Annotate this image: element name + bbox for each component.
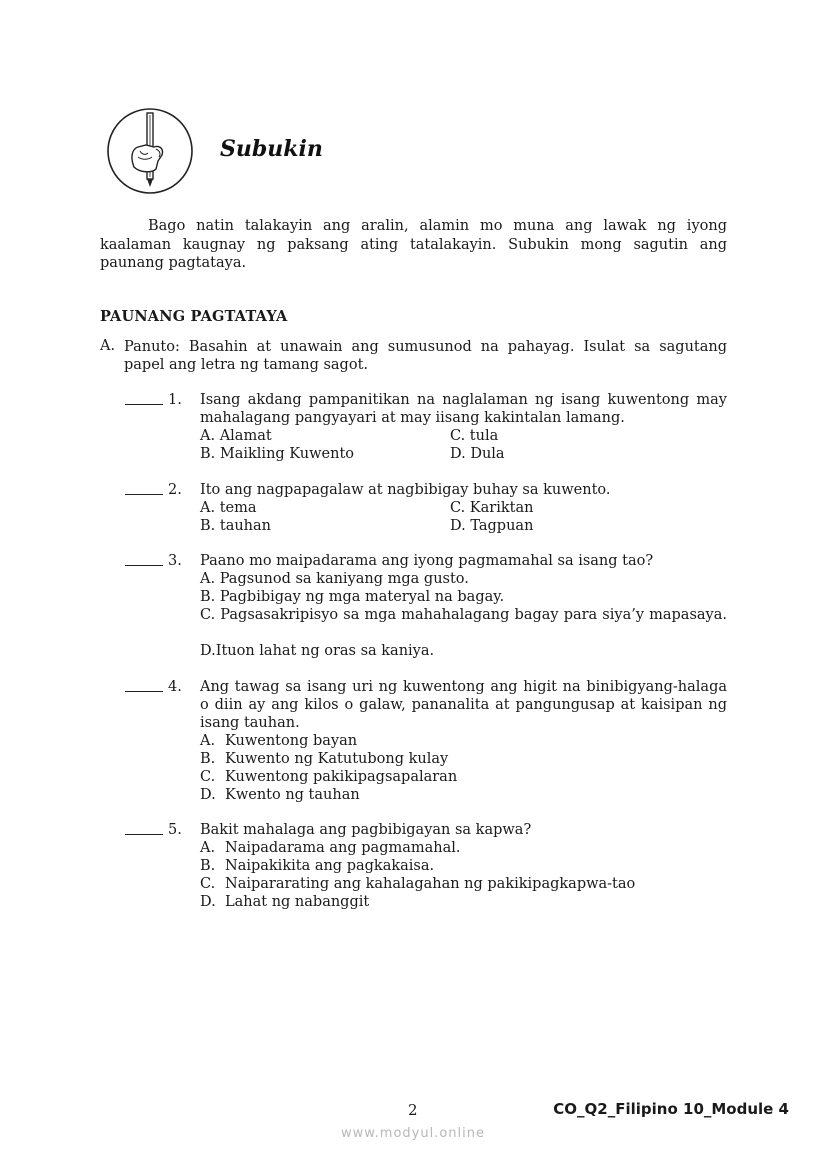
list-item [200, 857, 727, 875]
page-title: Subukin [220, 136, 323, 162]
list-item [200, 875, 727, 893]
question-number: 4. [168, 679, 182, 695]
option: B. tauhan [200, 518, 272, 534]
answer-blank [125, 404, 163, 405]
option-letter: C. [200, 876, 216, 892]
list-item [200, 750, 727, 768]
question-number: 2. [168, 482, 182, 498]
question-number: 1. [168, 392, 182, 408]
option-letter: C. [200, 769, 216, 785]
option-letter: D. [200, 787, 216, 803]
option-text: Naipadarama ang pagmamahal. [225, 840, 461, 856]
list-item [200, 732, 727, 750]
question-stem: Bakit mahalaga ang pagbibigayan sa kapwa? [200, 822, 532, 838]
option-text: Kuwentong bayan [225, 733, 358, 749]
option: B. Maikling Kuwento [200, 446, 355, 462]
module-code: CO_Q2_Filipino 10_Module 4 [553, 1100, 789, 1118]
list-item [200, 893, 727, 911]
list-item [200, 839, 727, 857]
option: B. Pagbibigay ng mga materyal na bagay. [200, 589, 505, 605]
option: A. tema [200, 500, 257, 516]
option: D.Ituon lahat ng oras sa kaniya. [200, 643, 435, 659]
question-stem: Paano mo maipadarama ang iyong pagmamahal sa isang tao? [200, 553, 654, 569]
answer-blank [125, 691, 163, 692]
question-stem: Ang tawag sa isang uri ng kuwentong ang higit na binibigyang-halaga o diin ay ang kilos o galaw, pananalita at pangungusap at kaisipan ng isang tauhan. [200, 679, 727, 731]
option-list [200, 732, 727, 804]
option-text: Lahat ng nabanggit [225, 894, 370, 910]
question-number: 3. [168, 553, 182, 569]
question-stem: Ito ang nagpapagalaw at nagbibigay buhay sa kuwento. [200, 482, 611, 498]
answer-blank [125, 494, 163, 495]
option-wrapped [200, 606, 727, 624]
intro-paragraph: Bago natin talakayin ang aralin, alamin mo muna ang lawak ng iyong kaalaman kaugnay ng paksang ating tatalakayin. Subukin mong sagutin ang paunang pagtataya. [100, 218, 727, 271]
option: A. Pagsunod sa kaniyang mga gusto. [200, 571, 469, 587]
question-stem: Isang akdang pampanitikan na naglalaman ng isang kuwentong may mahalagang pangyayari at may iisang kakintalan lamang. [200, 392, 727, 426]
option-letter: A. [200, 840, 216, 856]
option-letter: B. [200, 858, 216, 874]
option-list [200, 839, 727, 911]
instruction-letter: A. [100, 338, 116, 354]
answer-blank [125, 565, 163, 566]
option-text: Naipararating ang kahalagahan ng pakikipagkapwa-tao [225, 876, 636, 892]
question-number: 5. [168, 822, 182, 838]
option-text: Kwento ng tauhan [225, 787, 360, 803]
section-title: PAUNANG PAGTATAYA [100, 308, 288, 325]
option: D. Dula [450, 446, 505, 462]
page-number: 2 [408, 1101, 418, 1119]
list-item [200, 768, 727, 786]
option-letter: D. [200, 894, 216, 910]
option-text: Kuwentong pakikipagsapalaran [225, 769, 458, 785]
option-text: Naipakikita ang pagkakaisa. [225, 858, 435, 874]
option-text: Kuwento ng Katutubong kulay [225, 751, 449, 767]
option-letter: A. [200, 733, 216, 749]
hand-pencil-icon [106, 107, 194, 195]
option: C. tula [450, 428, 499, 444]
option: A. Alamat [200, 428, 272, 444]
watermark: www.modyul.online [340, 1126, 486, 1141]
option: C. Kariktan [450, 500, 534, 516]
list-item [200, 786, 727, 804]
option: D. Tagpuan [450, 518, 534, 534]
option-letter: B. [200, 751, 216, 767]
option: C. Pagsasakripisyo sa mga mahahalagang bagay para siya’y mapasaya. [200, 607, 727, 623]
answer-blank [125, 834, 163, 835]
instruction-text: Panuto: Basahin at unawain ang sumusunod na pahayag. Isulat sa sagutang papel ang letra ng tamang sagot. [124, 339, 727, 373]
